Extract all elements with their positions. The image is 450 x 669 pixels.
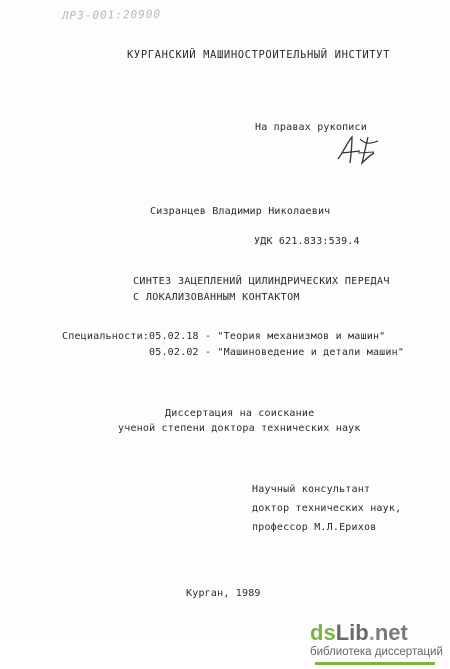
logo-ds: ds [310, 620, 336, 645]
dslib-logo[interactable] [310, 621, 442, 663]
specialty-2: 05.02.02 - "Машиноведение и детали машин" [149, 347, 405, 358]
logo-net: net [374, 620, 408, 645]
udk-code: УДК 621.833:539.4 [254, 236, 360, 247]
degree-line-1: Диссертация на соискание [165, 408, 315, 419]
advisor-line-2: доктор технических наук, [252, 503, 402, 514]
archive-stamp: ЛРЗ-001:20900 [61, 7, 162, 23]
institute-name: КУРГАНСКИЙ МАШИНОСТРОИТЕЛЬНЫЙ ИНСТИТУТ [127, 49, 391, 61]
manuscript-note: На правах рукописи [255, 122, 367, 133]
city-year: Курган, 1989 [186, 588, 261, 599]
logo-dot: . [368, 620, 375, 645]
logo-wordmark [310, 621, 408, 645]
logo-lib: Lib [335, 620, 369, 645]
specialty-label: Специальности: [62, 331, 150, 342]
handwritten-signature [334, 133, 382, 167]
specialty-1: 05.02.18 - "Теория механизмов и машин" [149, 331, 386, 342]
advisor-line-3: профессор М.Л.Ерихов [252, 522, 377, 533]
logo-underline [315, 662, 435, 665]
author-name: Сизранцев Владимир Николаевич [150, 206, 331, 217]
advisor-line-1: Научный консультант [252, 484, 371, 495]
dissertation-title-line-1: СИНТЕЗ ЗАЦЕПЛЕНИЙ ЦИЛИНДРИЧЕСКИХ ПЕРЕДАЧ [133, 276, 390, 287]
logo-subtitle: библиотека диссертаций [310, 646, 443, 658]
dissertation-title-line-2: С ЛОКАЛИЗОВАННЫМ КОНТАКТОМ [133, 292, 300, 303]
degree-line-2: ученой степени доктора технических наук [118, 423, 361, 434]
